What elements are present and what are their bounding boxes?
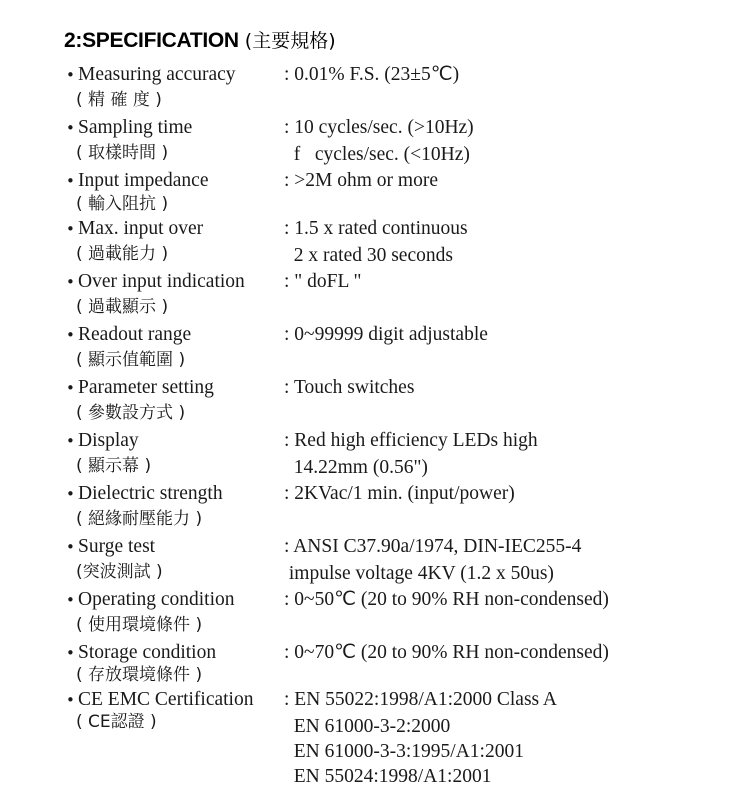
spec-label-zh: ( 過載顯示 ) [76, 297, 169, 317]
spec-label-zh: ( 取樣時間 ) [76, 143, 169, 163]
spec-value: : 0~99999 digit adjustable [284, 324, 488, 345]
bullet-icon: • [66, 379, 75, 397]
bullet-icon: • [66, 273, 75, 291]
spec-value: EN 61000-3-2:2000 [284, 716, 451, 737]
spec-value: : EN 55022:1998/A1:2000 Class A [284, 689, 558, 710]
spec-label: Input impedance [78, 170, 209, 191]
spec-value: : >2M ohm or more [284, 170, 438, 191]
spec-value: : 2KVac/1 min. (input/power) [284, 483, 515, 504]
section-title [64, 26, 336, 53]
bullet-icon: • [66, 172, 75, 190]
spec-label-zh: ( 參數設方式 ) [76, 403, 186, 423]
spec-label: Measuring accuracy [78, 64, 236, 85]
spec-label: Display [78, 430, 139, 451]
spec-value: : 0~70℃ (20 to 90% RH non-condensed) [284, 642, 609, 663]
spec-label-zh: ( 顯示幕 ) [76, 456, 152, 476]
spec-label: CE EMC Certification [78, 689, 254, 710]
spec-label: Readout range [78, 324, 192, 345]
bullet-icon: • [66, 119, 75, 137]
bullet-icon: • [66, 591, 75, 609]
spec-label-zh: (突波測試 ) [76, 562, 163, 582]
spec-label: Parameter setting [78, 377, 214, 398]
section-title-text: 2:SPECIFICATION [64, 29, 239, 52]
spec-value: : 0.01% F.S. (23±5℃) [284, 64, 460, 85]
spec-label-zh: ( 存放環境條件 ) [76, 665, 203, 685]
spec-label-zh: ( 使用環境條件 ) [76, 615, 203, 635]
bullet-icon: • [66, 66, 75, 84]
spec-label-zh: ( 精 確 度 ) [76, 90, 162, 110]
bullet-icon: • [66, 485, 75, 503]
bullet-icon: • [66, 220, 75, 238]
spec-value: : " doFL " [284, 271, 362, 292]
spec-label: Storage condition [78, 642, 217, 663]
spec-value: : 0~50℃ (20 to 90% RH non-condensed) [284, 589, 609, 610]
bullet-icon: • [66, 432, 75, 450]
spec-value: : Red high efficiency LEDs high [284, 430, 538, 451]
spec-label-zh: ( 絕緣耐壓能力 ) [76, 509, 203, 529]
spec-label-zh: ( 過載能力 ) [76, 244, 169, 264]
bullet-icon: • [66, 644, 75, 662]
spec-label-zh: ( CE認證 ) [76, 712, 157, 732]
bullet-icon: • [66, 538, 75, 556]
bullet-icon: • [66, 691, 75, 709]
spec-value: : 10 cycles/sec. (>10Hz) [284, 117, 474, 138]
spec-value: EN 61000-3-3:1995/A1:2001 [284, 741, 524, 762]
section-subtitle-text: (主要規格) [244, 30, 336, 52]
spec-value: : Touch switches [284, 377, 415, 398]
spec-label: Surge test [78, 536, 156, 557]
bullet-icon: • [66, 326, 75, 344]
spec-value: : 1.5 x rated continuous [284, 218, 468, 239]
spec-label: Operating condition [78, 589, 235, 610]
spec-label: Sampling time [78, 117, 193, 138]
spec-label-zh: ( 顯示值範圍 ) [76, 350, 186, 370]
spec-value: impulse voltage 4KV (1.2 x 50us) [284, 563, 554, 584]
spec-value: f cycles/sec. (<10Hz) [284, 144, 470, 165]
spec-value: 2 x rated 30 seconds [284, 245, 453, 266]
spec-label-zh: ( 輸入阻抗 ) [76, 194, 169, 214]
spec-value: : ANSI C37.90a/1974, DIN-IEC255-4 [284, 536, 582, 557]
spec-value: 14.22mm (0.56") [284, 457, 428, 478]
spec-value: EN 55024:1998/A1:2001 [284, 766, 492, 787]
spec-label: Over input indication [78, 271, 245, 292]
spec-label: Dielectric strength [78, 483, 223, 504]
spec-label: Max. input over [78, 218, 204, 239]
